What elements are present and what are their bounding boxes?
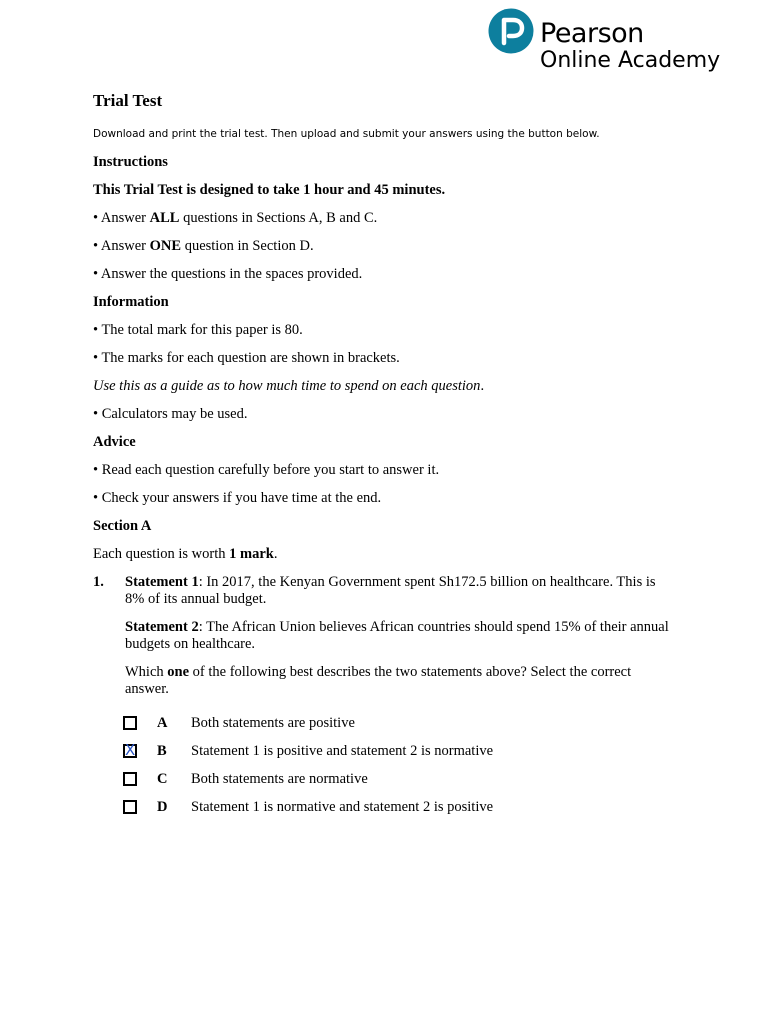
instruction-item — [93, 210, 693, 227]
instruction-text: • Answer — [93, 238, 150, 254]
instruction-emphasis: ALL — [149, 210, 180, 226]
prompt-text: Which — [125, 664, 168, 680]
section-note-text: . — [273, 546, 278, 562]
instruction-item: • Answer the questions in the spaces provided. — [93, 266, 363, 282]
statement-2 — [125, 619, 670, 653]
intro-text: Download and print the trial test. Then upload and submit your answers using the button below. — [93, 128, 600, 140]
advice-item: • Read each question carefully before you start to answer it. — [93, 462, 440, 478]
answer-checkbox-c[interactable] — [123, 772, 137, 786]
info-item: • The total mark for this paper is 80. — [93, 322, 303, 338]
statement-2-label: Statement 2 — [125, 619, 199, 635]
instruction-item — [93, 238, 693, 255]
section-heading: Section A — [93, 518, 152, 534]
answer-option-a[interactable] — [125, 709, 670, 737]
option-letter: D — [157, 798, 168, 815]
statement-1 — [125, 574, 670, 608]
answer-checkbox-d[interactable] — [123, 800, 137, 814]
prompt-emphasis: one — [167, 664, 190, 680]
check-mark-icon: X — [125, 741, 136, 759]
info-item: • The marks for each question are shown in brackets. — [93, 350, 400, 366]
advice-item: • Check your answers if you have time at the end. — [93, 490, 382, 506]
question-number: 1. — [93, 574, 104, 590]
advice-heading: Advice — [93, 434, 136, 450]
question-prompt — [125, 664, 670, 698]
section-note — [93, 546, 693, 563]
pearson-logo — [488, 8, 738, 80]
info-guide — [93, 378, 693, 395]
option-letter: A — [157, 714, 168, 731]
statement-2-text: : The African Union believes African countries should spend 15% of their annual budgets on healthcare. — [125, 619, 669, 652]
duration-text: This Trial Test is designed to take 1 hour and 45 minutes. — [93, 182, 446, 198]
question-1 — [93, 574, 693, 821]
instruction-text: questions in Sections A, B and C. — [179, 210, 378, 226]
option-letter: C — [157, 770, 168, 787]
info-guide-italic: Use this as a guide as to how much time to spend on each question — [93, 378, 481, 394]
option-text: Both statements are positive — [191, 714, 355, 731]
answer-options — [125, 709, 670, 821]
answer-option-c[interactable] — [125, 765, 670, 793]
answer-option-d[interactable] — [125, 793, 670, 821]
section-note-emphasis: 1 mark — [229, 546, 274, 562]
answer-checkbox-b[interactable] — [123, 741, 137, 759]
instruction-text: question in Section D. — [181, 238, 314, 254]
statement-1-label: Statement 1 — [125, 574, 199, 590]
instructions-heading: Instructions — [93, 154, 168, 170]
logo-brand-name: Pearson — [540, 18, 644, 49]
logo-subtitle: Online Academy — [540, 48, 721, 73]
answer-checkbox-a[interactable] — [123, 716, 137, 730]
option-text: Both statements are normative — [191, 770, 368, 787]
page-title: Trial Test — [93, 91, 163, 110]
option-text: Statement 1 is positive and statement 2 is normative — [191, 742, 494, 759]
information-heading: Information — [93, 294, 169, 310]
prompt-text: of the following best describes the two statements above? Select the correct answer. — [125, 664, 632, 697]
section-note-text: Each question is worth — [93, 546, 230, 562]
option-text: Statement 1 is normative and statement 2 is positive — [191, 798, 494, 815]
document-body — [93, 90, 693, 821]
pearson-p-icon — [488, 8, 534, 54]
question-body — [125, 574, 670, 821]
instruction-text: • Answer — [93, 210, 150, 226]
info-guide-end: . — [480, 378, 485, 394]
instruction-emphasis: ONE — [149, 238, 182, 254]
statement-1-text: : In 2017, the Kenyan Government spent Sh172.5 billion on healthcare. This is 8% of its annual budget. — [125, 574, 656, 607]
answer-option-b[interactable] — [125, 737, 670, 765]
option-letter: B — [157, 742, 167, 759]
info-item: • Calculators may be used. — [93, 406, 248, 422]
